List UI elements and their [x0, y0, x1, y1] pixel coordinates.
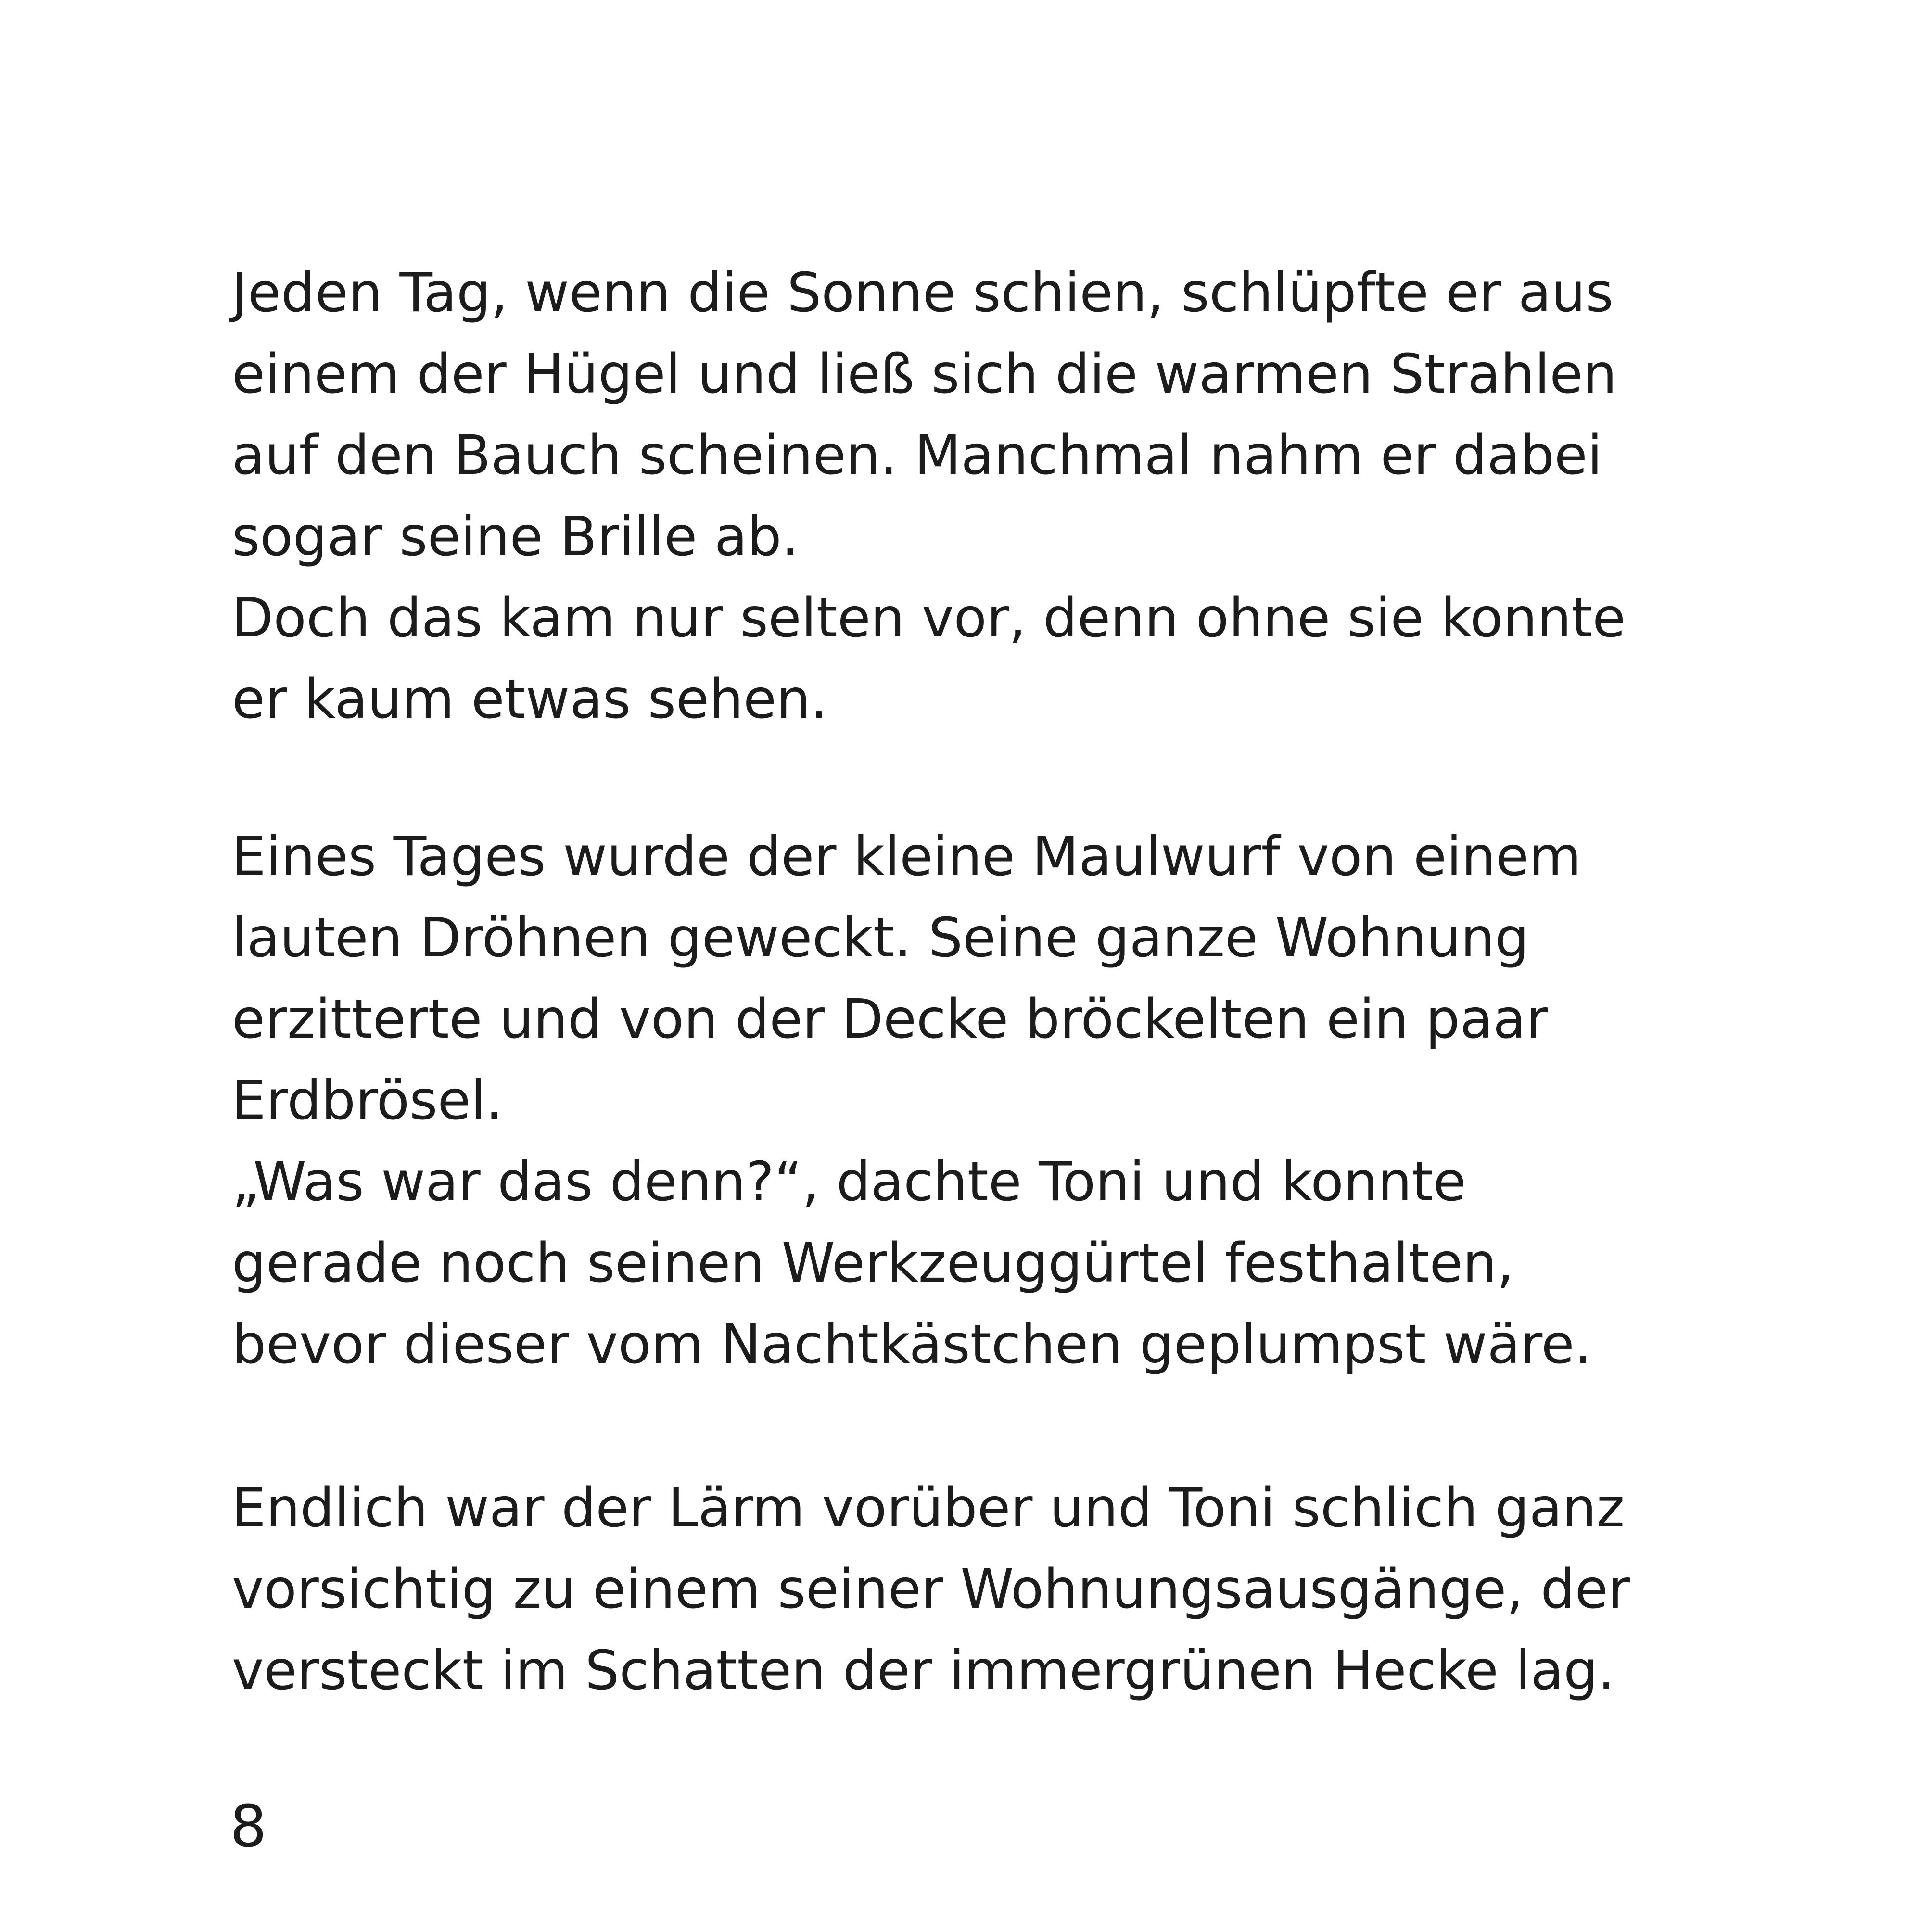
page-number: 8 [230, 1793, 267, 1860]
text-line: sogar seine Brille ab. [232, 506, 799, 568]
paragraph-2 [232, 816, 1771, 1385]
text-line: Doch das kam nur selten vor, denn ohne sie konnte [232, 587, 1626, 649]
text-line: er kaum etwas sehen. [232, 668, 828, 731]
text-line: „Was war das denn?“, dachte Toni und konnte [232, 1151, 1466, 1213]
text-line: Endlich war der Lärm vorüber und Toni schlich ganz [232, 1477, 1625, 1539]
text-line: Eines Tages wurde der kleine Maulwurf von einem [232, 826, 1582, 888]
paragraph-3 [232, 1468, 1771, 1712]
paragraph-1 [232, 253, 1771, 740]
text-line: gerade noch seinen Werkzeuggürtel festhalten, [232, 1232, 1514, 1295]
text-line: versteckt im Schatten der immergrünen Hecke lag. [232, 1640, 1615, 1702]
text-line: lauten Dröhnen geweckt. Seine ganze Wohnung [232, 907, 1529, 969]
text-line: erzitterte und von der Decke bröckelten ein paar [232, 988, 1548, 1051]
text-line: auf den Bauch scheinen. Manchmal nahm er dabei [232, 424, 1602, 487]
text-line: Jeden Tag, wenn die Sonne schien, schlüpfte er aus [232, 262, 1614, 324]
text-line: vorsichtig zu einem seiner Wohnungsausgänge, der [232, 1558, 1630, 1621]
text-line: bevor dieser vom Nachtkästchen geplumpst wäre. [232, 1313, 1592, 1376]
text-line: einem der Hügel und ließ sich die warmen Strahlen [232, 343, 1617, 406]
text-line: Erdbrösel. [232, 1069, 503, 1132]
